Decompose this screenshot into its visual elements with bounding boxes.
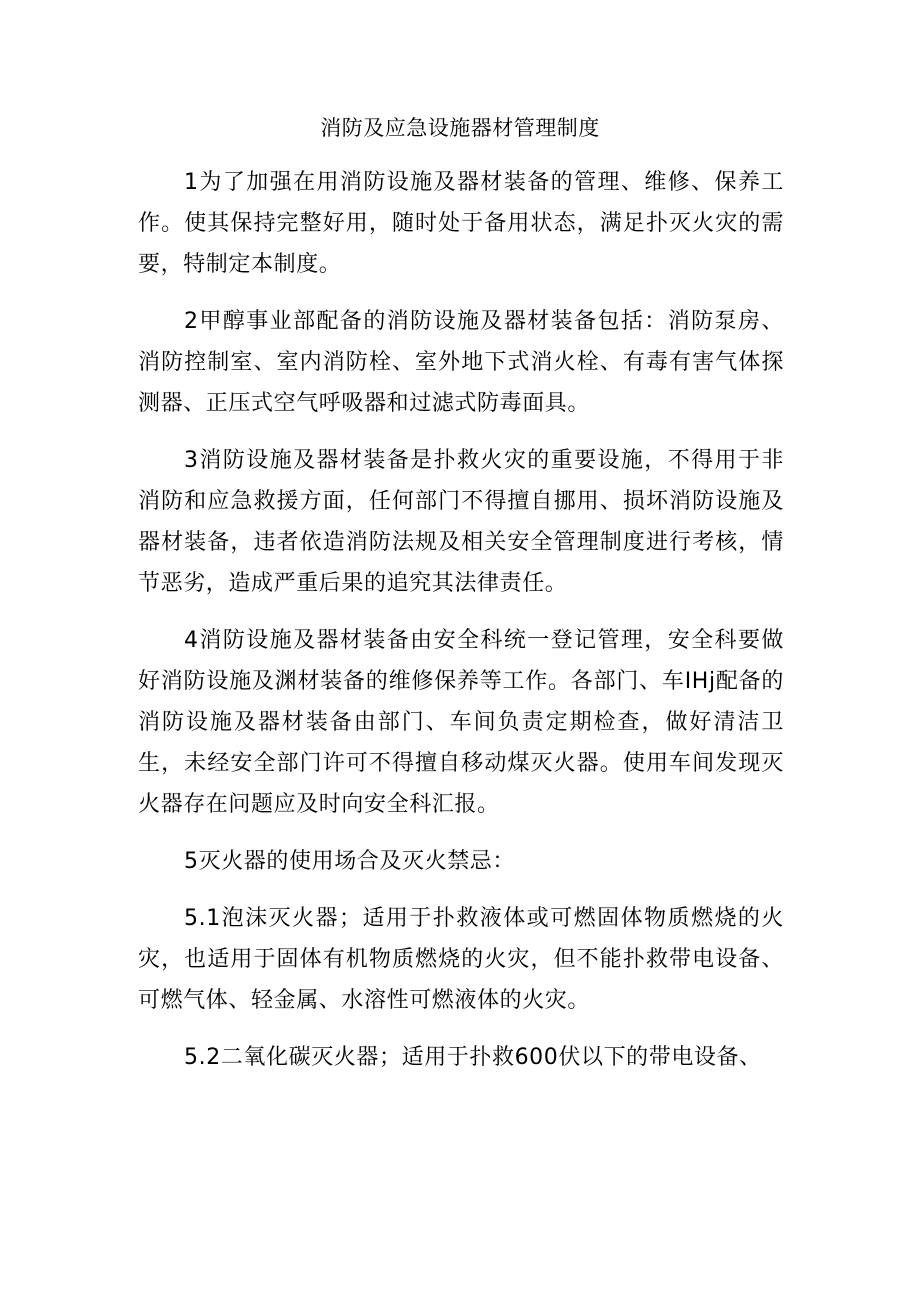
- paragraph-5-1: 5.1泡沫灭火器；适用于扑救液体或可燃固体物质燃烧的火灾，也适用于固体有机物质燃烧的火灾，但不能扑救带电设备、可燃气体、轻金属、水溶性可燃液体的火灾。: [138, 906, 784, 1013]
- paragraph-4: 4消防设施及器材装备由安全科统一登记管理，安全科要做好消防设施及渊材装备的维修保养等工作。各部门、车IHj配备的消防设施及器材装备由部门、车间负责定期检查，做好清洁卫生，未经安全部门许可不得擅自移动煤灭火器。使用车间发现灭火器存在问题应及时向安全科汇报。: [138, 628, 784, 817]
- paragraph-5: 5灭火器的使用场合及灭火禁忌：: [184, 849, 515, 874]
- document-body: [138, 162, 784, 1094]
- paragraph-1: 1为了加强在用消防设施及器材装备的管理、维修、保养工作。使其保持完整好用，随时处于备用状态，满足扑灭火灾的需要，特制定本制度。: [138, 170, 784, 277]
- paragraph-5-2: 5.2二氧化碳灭火器；适用于扑救600伏以下的带电设备、: [184, 1045, 762, 1070]
- paragraph-2: 2甲醇事业部配备的消防设施及器材装备包括：消防泵房、消防控制室、室内消防栓、室外地下式消火栓、有毒有害气体探测器、正压式空气呼吸器和过滤式防毒面具。: [138, 309, 784, 416]
- paragraph-3: 3消防设施及器材装备是扑救火灾的重要设施，不得用于非消防和应急救援方面，任何部门不得擅自挪用、损坏消防设施及器材装备，违者依造消防法规及相关安全管理制度进行考核，情节恶劣，造成严重后果的追究其法律责任。: [138, 448, 784, 596]
- document-title: 消防及应急设施器材管理制度: [320, 116, 600, 140]
